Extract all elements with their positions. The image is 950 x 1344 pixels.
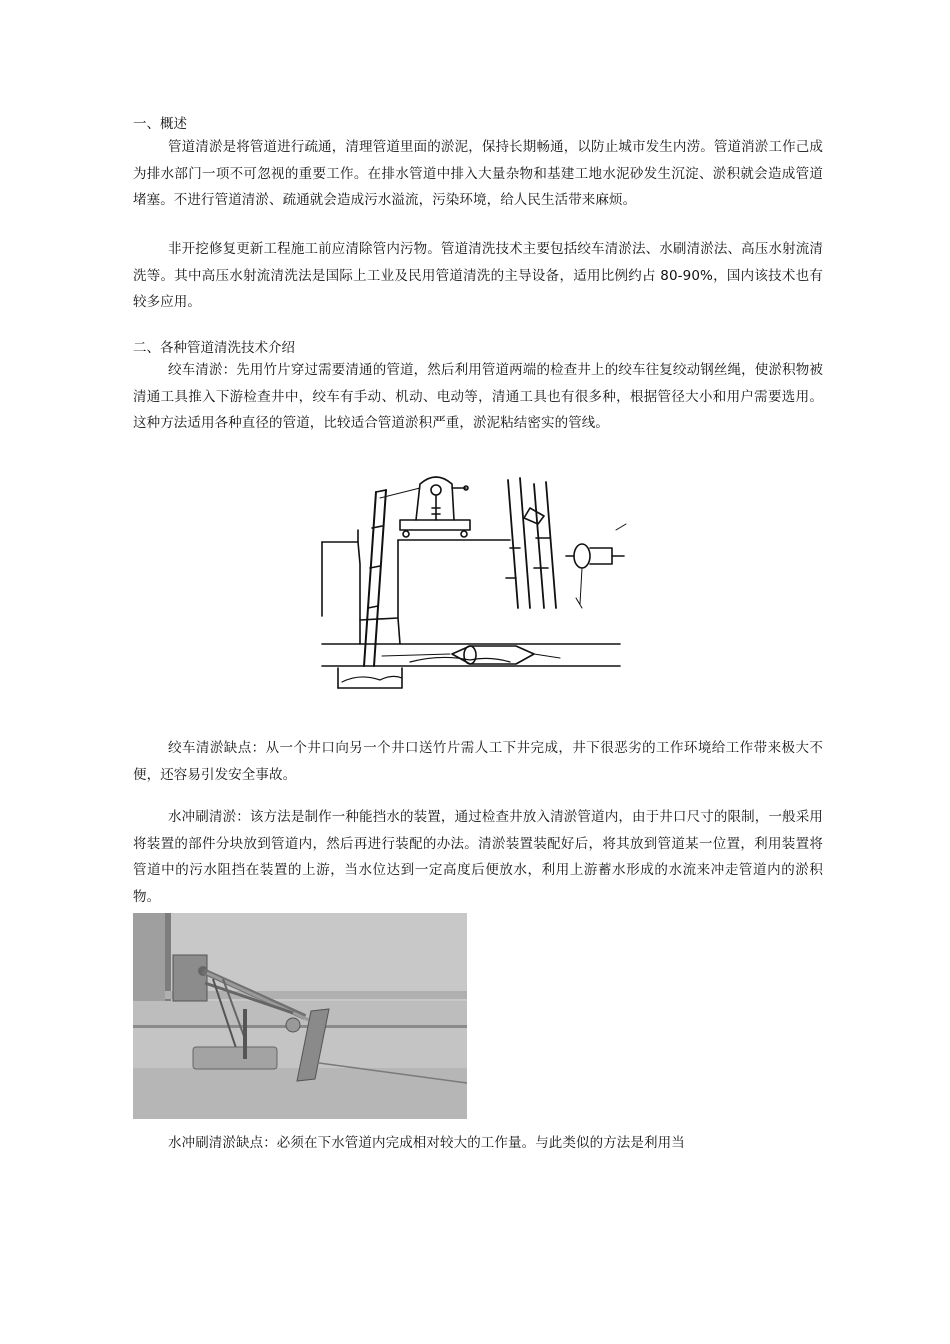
paragraph-water-flush-method: 水冲刷清淤：该方法是制作一种能挡水的装置，通过检查井放入清淤管道内，由于井口尺寸的限制，一般采用将装置的部件分块放到管道内，然后再进行装配的办法。清淤装置装配好后，将其放到管道某一位置，利用装置将管道中的污水阻挡在装置的上游，当水位达到一定高度后便放水，利用上游蓄水形成的水流来冲走管道内的淤积物。 <box>133 809 823 905</box>
paragraph-overview-2: 非开挖修复更新工程施工前应清除管内污物。管道清洗技术主要包括绞车清淤法、水刷清淤法、高压水射流清洗等。其中高压水射流清洗法是国际上工业及民用管道清洗的主导设备，适用比例约占 80-90%，国内该技术也有较多应用。 <box>133 241 823 310</box>
water-flush-device-illustration <box>133 913 467 1119</box>
section-heading-overview: 一、概述 <box>133 116 187 132</box>
winch-dredging-illustration <box>320 468 630 696</box>
paragraph-overview-1: 管道清淤是将管道进行疏通，清理管道里面的淤泥，保持长期畅通，以防止城市发生内涝。管道消淤工作己成为排水部门一项不可忽视的重要工作。在排水管道中排入大量杂物和基建工地水泥砂发生沉淀、淤积就会造成管道堵塞。不进行管道清淤、疏通就会造成污水溢流，污染环境，给人民生活带来麻烦。 <box>133 139 823 208</box>
paragraph-water-flush-drawback: 水冲刷清淤缺点：必须在下水管道内完成相对较大的工作量。与此类似的方法是利用当 <box>168 1135 685 1151</box>
paragraph-winch-method: 绞车清淤：先用竹片穿过需要清通的管道，然后利用管道两端的检查井上的绞车往复绞动钢丝绳，使淤积物被清通工具推入下游检查井中，绞车有手动、机动、电动等，清通工具也有很多种，根据管径大小和用户需要选用。这种方法适用各种直径的管道，比较适合管道淤积严重，淤泥粘结密实的管线。 <box>133 362 823 431</box>
section-heading-techniques: 二、各种管道清洗技术介绍 <box>133 340 295 356</box>
paragraph-winch-drawback: 绞车清淤缺点：从一个井口向另一个井口送竹片需人工下井完成，井下很恶劣的工作环境给工作带来极大不便，还容易引发安全事故。 <box>133 740 823 783</box>
